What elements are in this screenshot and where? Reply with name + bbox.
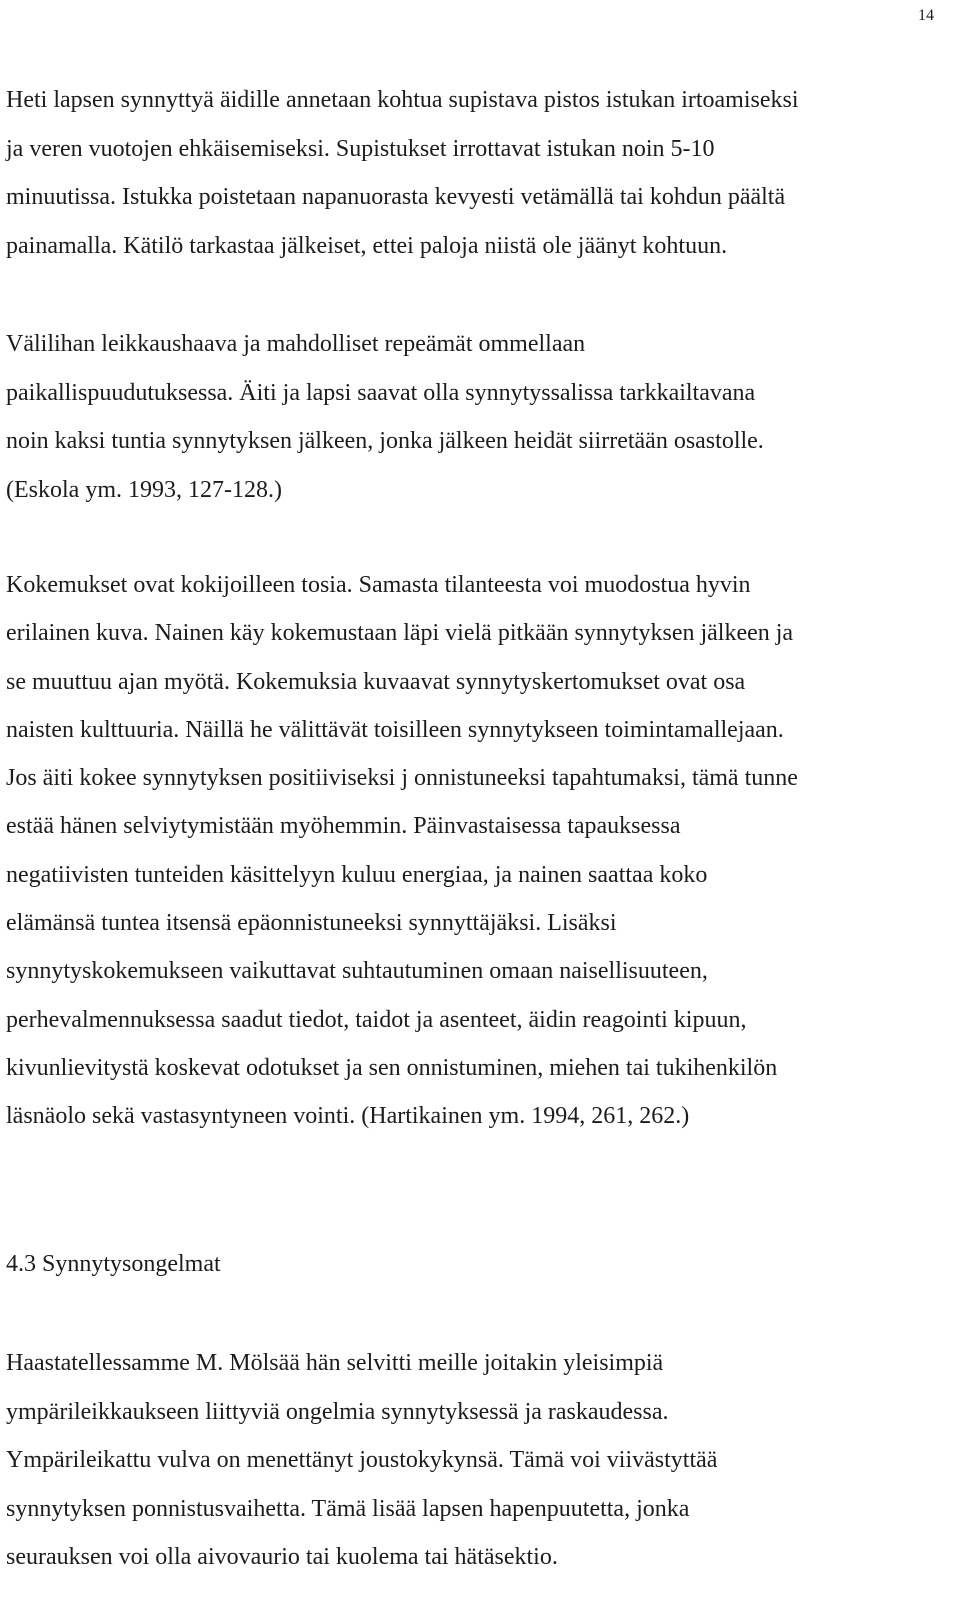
text-line: ympärileikkaukseen liittyviä ongelmia synnytyksessä ja raskaudessa. — [6, 1398, 669, 1425]
text-line: estää hänen selviytymistään myöhemmin. Päinvastaisessa tapauksessa — [6, 813, 681, 840]
text-line: synnytyskokemukseen vaikuttavat suhtautuminen omaan naisellisuuteen, — [6, 958, 708, 985]
text-line: noin kaksi tuntia synnytyksen jälkeen, jonka jälkeen heidät siirretään osastolle. — [6, 428, 764, 454]
text-line: Ympärileikattu vulva on menettänyt joustokykynsä. Tämä voi viivästyttää — [6, 1447, 718, 1473]
paragraph-birth-problems — [6, 1339, 936, 1582]
text-line: synnytyksen ponnistusvaihetta. Tämä lisää lapsen hapenpuutetta, jonka — [6, 1495, 690, 1522]
text-line: seurauksen voi olla aivovaurio tai kuolema tai hätäsektio. — [6, 1544, 558, 1570]
text-line: Kokemukset ovat kokijoilleen tosia. Samasta tilanteesta voi muodostua hyvin — [6, 572, 751, 598]
paragraph-postpartum-care — [6, 320, 936, 514]
text-line: Heti lapsen synnyttyä äidille annetaan kohtua supistava pistos istukan irtoamiseksi — [6, 87, 799, 113]
text-line: painamalla. Kätilö tarkastaa jälkeiset, ettei paloja niistä ole jäänyt kohtuun. — [6, 232, 728, 259]
text-line: (Eskola ym. 1993, 127-128.) — [6, 476, 282, 503]
text-line: se muuttuu ajan myötä. Kokemuksia kuvaavat synnytyskertomukset ovat osa — [6, 668, 746, 695]
text-line: negatiivisten tunteiden käsittelyyn kuluu energiaa, ja nainen saattaa koko — [6, 861, 708, 888]
section-heading: 4.3 Synnytysongelmat — [6, 1251, 221, 1277]
text-line: Välilihan leikkaushaava ja mahdolliset repeämät ommellaan — [6, 331, 586, 357]
text-line: naisten kulttuuria. Näillä he välittävät toisilleen synnytykseen toimintamallejaan. — [6, 716, 784, 743]
text-line: läsnäolo sekä vastasyntyneen vointi. (Hartikainen ym. 1994, 261, 262.) — [6, 1103, 690, 1130]
text-line: kivunlievitystä koskevat odotukset ja sen onnistuminen, miehen tai tukihenkilön — [6, 1054, 778, 1081]
text-line: minuutissa. Istukka poistetaan napanuorasta kevyesti vetämällä tai kohdun päältä — [6, 184, 786, 210]
text-line: Haastatellessamme M. Mölsää hän selvitti meille joitakin yleisimpiä — [6, 1350, 664, 1376]
text-line: elämänsä tuntea itsensä epäonnistuneeksi synnyttäjäksi. Lisäksi — [6, 910, 617, 937]
text-line: paikallispuudutuksessa. Äiti ja lapsi saavat olla synnytyssalissa tarkkailtavana — [6, 379, 756, 406]
text-line: Jos äiti kokee synnytyksen positiiviseksi j onnistuneeksi tapahtumaksi, tämä tunne — [6, 765, 798, 792]
text-line: perhevalmennuksessa saadut tiedot, taidot ja asenteet, äidin reagointi kipuun, — [6, 1006, 747, 1033]
text-line: ja veren vuotojen ehkäisemiseksi. Supistukset irrottavat istukan noin 5-10 — [6, 135, 715, 162]
text-line: erilainen kuva. Nainen käy kokemustaan läpi vielä pitkään synnytyksen jälkeen ja — [6, 620, 794, 647]
paragraph-placental-delivery — [6, 76, 936, 270]
paragraph-birth-experiences — [6, 561, 936, 1141]
page-number: 14 — [918, 7, 934, 24]
